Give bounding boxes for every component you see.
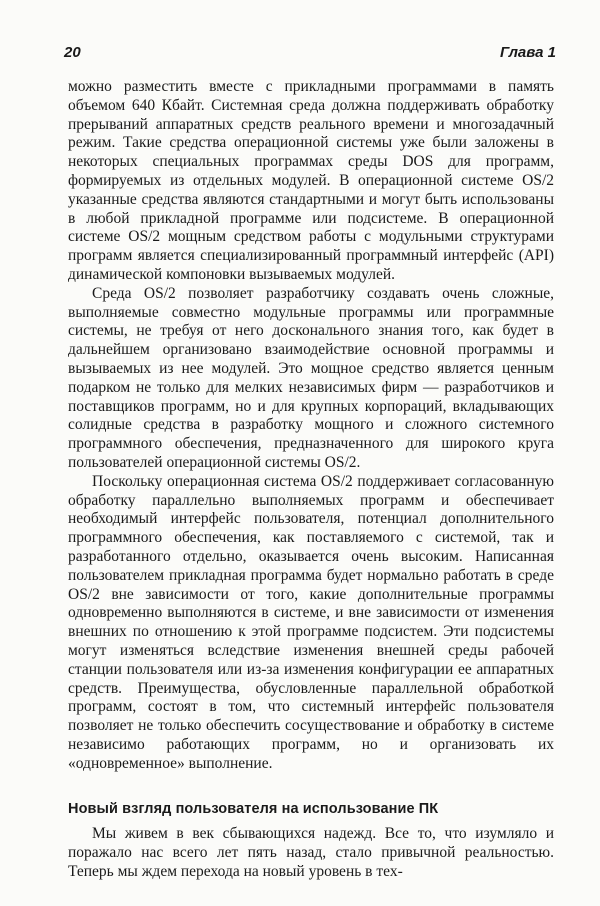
chapter-label: Глава 1 — [499, 44, 556, 61]
paragraph: Среда OS/2 позволяет разработчику создавать очень сложные, выполняемые совместно модульные программы или программные системы, не требуя от него досконального знания того, как будет в дальнейшем организовано взаимодействие основной программы и вызываемых из нее модулей. Это мощное средство является ценным подарком не только для мелких независимых фирм — разработчиков и поставщиков программ, но и для крупных корпораций, вкладывающих солидные средства в разработку мощного и сложного системного программного обеспечения, предназначенного для широкого круга пользователей операционной системы OS/2. — [68, 284, 554, 471]
paragraph: Поскольку операционная система OS/2 поддерживает согласованную обработку параллельно выполняемых программ и обеспечивает необходимый интерфейс пользователя, потенциал дополнительного программного обеспечения, как поставляемого с системой, так и разработанного отдельно, оказывается очень высоким. Написанная пользователем прикладная программа будет нормально работать в среде OS/2 вне зависимости от того, какие дополнительные программы одновременно выполняются в системе, и вне зависимости от изменения внешних по отношению к этой программе подсистем. Эти подсистемы могут изменяться вследствие изменения внешней среды рабочей станции пользователя или из-за изменения конфигурации ее аппаратных средств. Преимущества, обусловленные параллельной обработкой программ, состоят в том, что системный интерфейс пользователя позволяет не только обеспечить сосуществование и обработку в системе независимо работающих программ, но и организовать их «одновременное» выполнение. — [68, 472, 554, 772]
page-number: 20 — [64, 44, 81, 61]
paragraph: можно разместить вместе с прикладными программами в память объемом 640 Кбайт. Системная среда должна поддерживать обработку прерываний аппаратных средств реального времени и многозадачный режим. Такие средства операционной системы уже были заложены в некоторых специальных программах среды DOS для программ, формируемых из отдельных модулей. В операционной системе OS/2 указанные средства являются стандартными и могут быть использованы в любой прикладной программе или подсистеме. В операционной системе OS/2 мощным средством работы с модульными структурами программ является специализированный программный интерфейс (API) динамической компоновки вызываемых модулей. — [68, 78, 554, 283]
body-text — [68, 78, 554, 882]
section-heading: Новый взгляд пользователя на использование ПК — [68, 801, 439, 818]
section-paragraph: Мы живем в век сбывающихся надежд. Все то, что изумляло и поражало нас всего лет пять назад, стало привычной реальностью. Теперь мы ждем перехода на новый уровень в тех- — [68, 825, 554, 881]
running-head — [64, 44, 556, 66]
